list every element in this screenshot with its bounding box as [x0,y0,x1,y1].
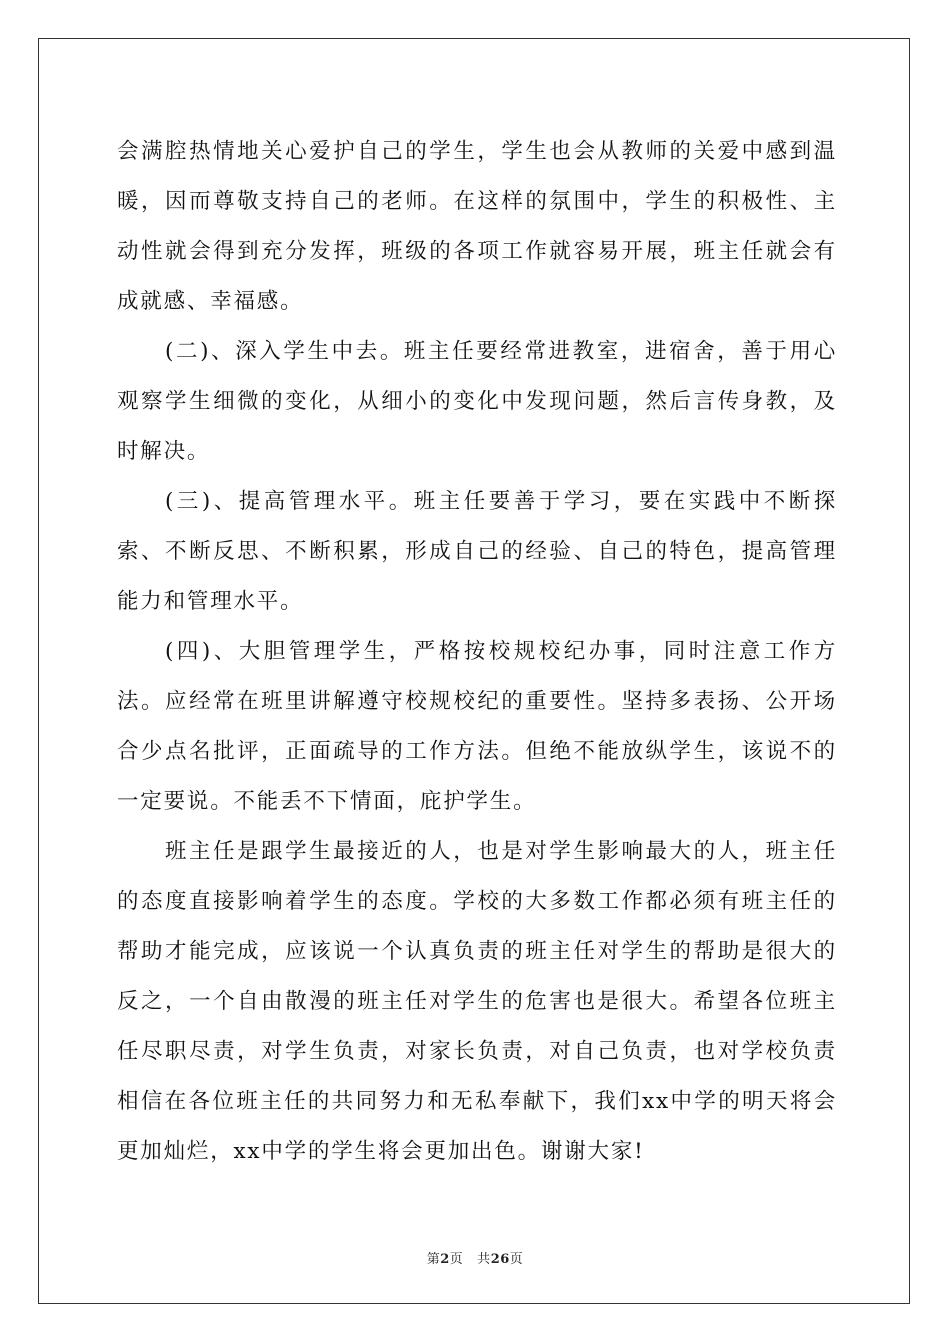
page-footer [0,1248,950,1267]
document-body [117,127,837,1177]
paragraph-1: 会满腔热情地关心爱护自己的学生，学生也会从教师的关爱中感到温暖，因而尊敬支持自己的老师。在这样的氛围中，学生的积极性、主动性就会得到充分发挥，班级的各项工作就容易开展，班主任就会有成就感、幸福感。 [117,139,837,314]
paragraph-2: (二)、深入学生中去。班主任要经常进教室，进宿舍，善于用心观察学生细微的变化，从细小的变化中发现问题，然后言传身教，及时解决。 [117,339,837,464]
page-number: 2 [440,1252,450,1267]
total-pages: 26 [490,1252,510,1267]
total-suffix: 页 [509,1252,524,1267]
paragraph-4: (四)、大胆管理学生，严格按校规校纪办事，同时注意工作方法。应经常在班里讲解遵守校规校纪的重要性。坚持多表扬、公开场合少点名批评，正面疏导的工作方法。但绝不能放纵学生，该说不的一定要说。不能丢不下情面，庇护学生。 [117,639,837,814]
total-prefix: 共 [477,1252,491,1267]
paragraph-3: (三)、提高管理水平。班主任要善于学习，要在实践中不断探索、不断反思、不断积累，形成自己的经验、自己的特色，提高管理能力和管理水平。 [117,489,837,614]
page-prefix: 第 [426,1252,441,1267]
page-suffix: 页 [449,1252,464,1267]
paragraph-5: 班主任是跟学生最接近的人，也是对学生影响最大的人，班主任的态度直接影响着学生的态度。学校的大多数工作都必须有班主任的帮助才能完成，应该说一个认真负责的班主任对学生的帮助是很大的反之，一个自由散漫的班主任对学生的危害也是很大。希望各位班主任尽职尽责，对学生负责，对家长负责，对自己负责，也对学校负责相信在各位班主任的共同努力和无私奉献下，我们xx中学的明天将会更加灿烂，xx中学的学生将会更加出色。谢谢大家! [117,839,837,1164]
